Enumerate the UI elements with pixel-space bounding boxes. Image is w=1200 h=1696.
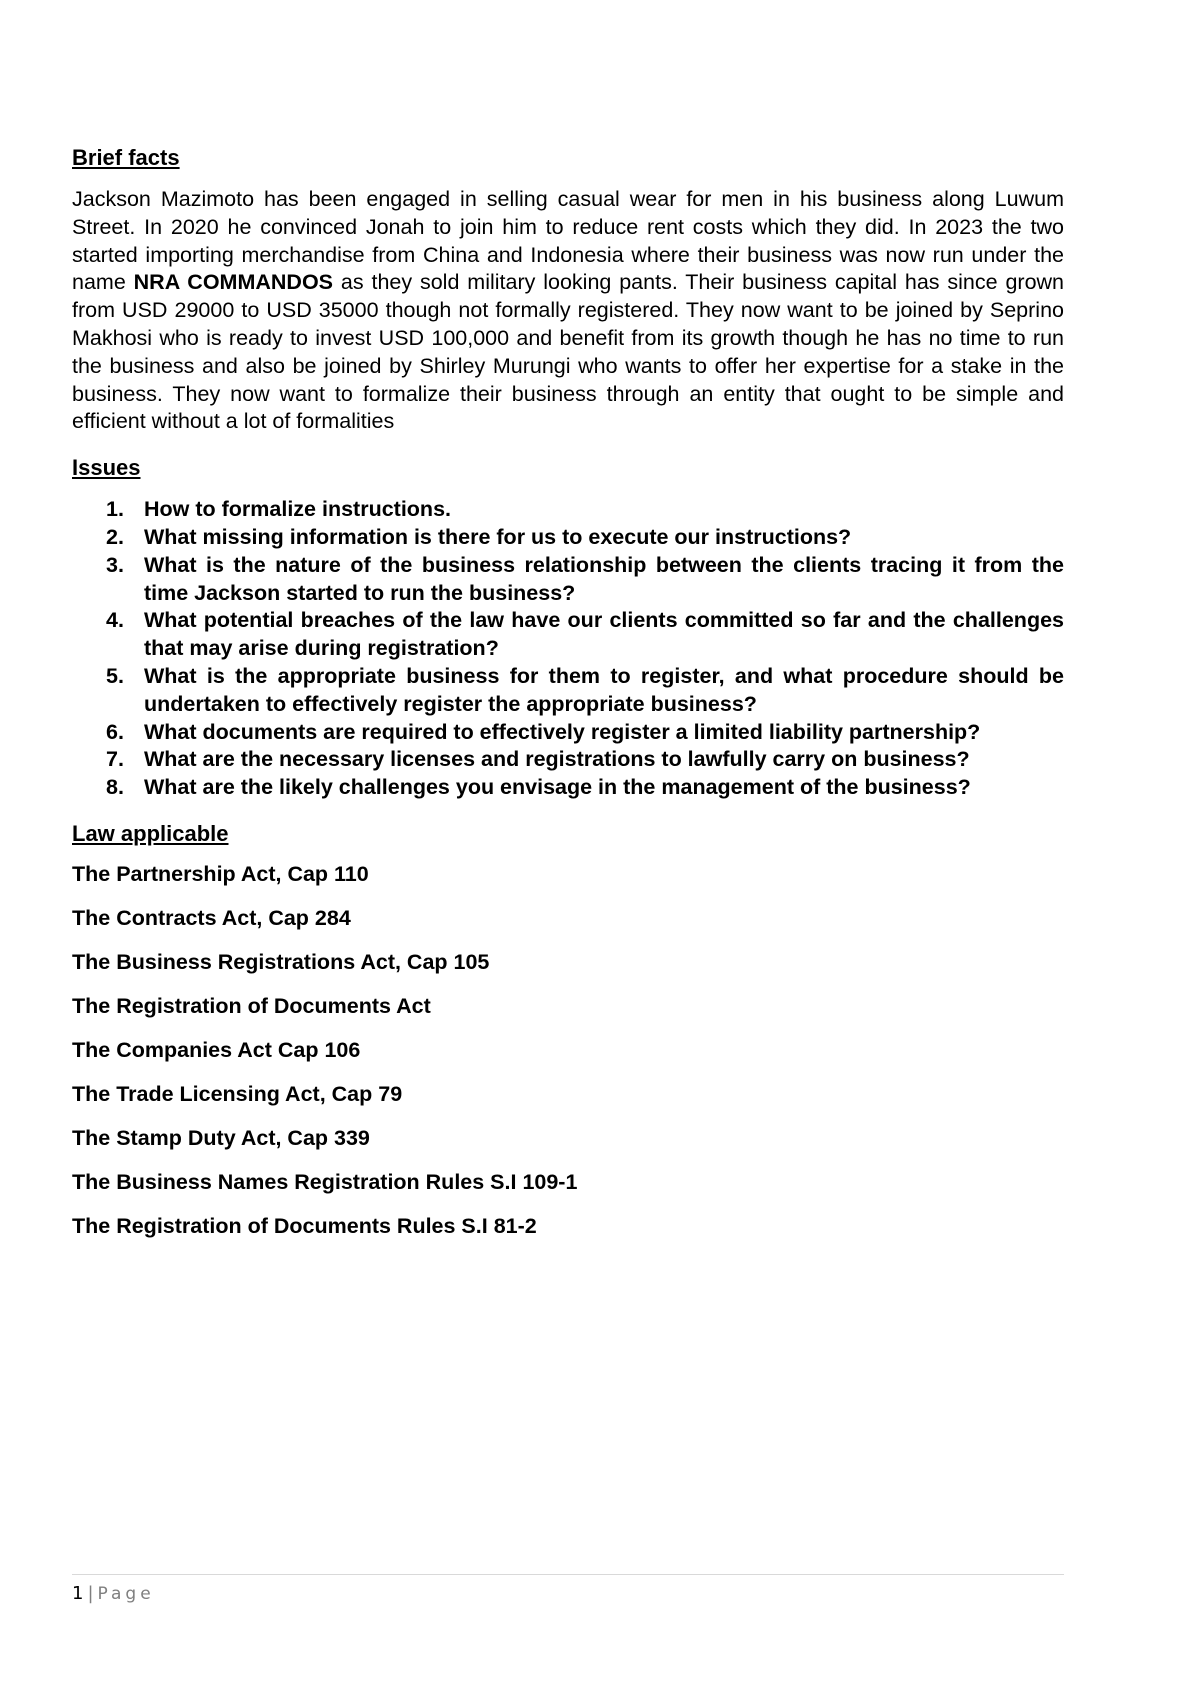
- issues-heading: Issues: [72, 455, 141, 481]
- page-number: 1: [72, 1583, 84, 1604]
- issue-number: 3.: [106, 552, 124, 577]
- issue-item: [72, 524, 1064, 552]
- issue-number: 7.: [106, 747, 124, 772]
- issue-item: [72, 663, 1064, 719]
- issue-text: What potential breaches of the law have our clients committed so far and the challenges that may arise during registration?: [144, 608, 1064, 661]
- issue-number: 5.: [106, 663, 124, 688]
- law-item: The Registration of Documents Rules S.I 81-2: [72, 1213, 537, 1238]
- issue-text: What is the nature of the business relationship between the clients tracing it from the time Jackson started to run the business?: [144, 552, 1064, 605]
- footer-separator: |: [87, 1583, 94, 1604]
- law-item: The Business Registrations Act, Cap 105: [72, 949, 490, 974]
- law-item: The Contracts Act, Cap 284: [72, 905, 351, 930]
- law-item: The Companies Act Cap 106: [72, 1037, 361, 1062]
- issue-text: What are the necessary licenses and registrations to lawfully carry on business?: [144, 747, 970, 772]
- business-name: NRA COMMANDOS: [133, 270, 334, 295]
- issue-item: [72, 719, 1064, 747]
- issue-item: [72, 746, 1064, 774]
- law-item: The Stamp Duty Act, Cap 339: [72, 1125, 370, 1150]
- brief-facts-paragraph: [72, 186, 1064, 436]
- issue-item: [72, 496, 1064, 524]
- law-item: The Trade Licensing Act, Cap 79: [72, 1081, 403, 1106]
- brief-facts-heading: Brief facts: [72, 145, 180, 170]
- issue-text: What documents are required to effectively register a limited liability partnership?: [144, 719, 981, 744]
- issue-number: 2.: [106, 524, 124, 549]
- issue-text: What are the likely challenges you envisage in the management of the business?: [144, 775, 971, 800]
- law-item: The Partnership Act, Cap 110: [72, 861, 369, 886]
- issue-number: 8.: [106, 775, 124, 800]
- issue-text: What missing information is there for us to execute our instructions?: [144, 524, 852, 549]
- issue-number: 1.: [106, 497, 124, 522]
- law-item: The Registration of Documents Act: [72, 993, 431, 1018]
- facts-text-after: as they sold military looking pants. Their business capital has since grown from USD 29000 to USD 35000 though not formally registered. They now want to be joined by Seprino Makhosi who is ready to invest USD 100,000 and benefit from its growth though he has no time to run the business and also be joined by Shirley Murungi who wants to offer her expertise for a stake in the business. They now want to formalize their business through an entity that ought to be simple and efficient without a lot of formalities: [72, 270, 1065, 434]
- issue-number: 4.: [106, 608, 124, 633]
- facts-text-before: Jackson Mazimoto has been engaged in selling casual wear for men in his business along Luwum Street. In 2020 he convinced Jonah to join him to reduce rent costs which they did. In 2023 the two started importing merchandise from China and Indonesia where their business was now run under the name: [72, 187, 1064, 295]
- issue-text: How to formalize instructions.: [144, 497, 451, 522]
- issue-number: 6.: [106, 719, 124, 744]
- page-label: Page: [97, 1584, 155, 1604]
- footer-divider: [72, 1574, 1064, 1575]
- issue-item: [72, 552, 1064, 608]
- issue-text: What is the appropriate business for them to register, and what procedure should be undertaken to effectively register the appropriate business?: [144, 663, 1064, 716]
- document-page: [72, 144, 1064, 1256]
- issues-list: [72, 496, 1064, 802]
- issue-item: [72, 607, 1064, 663]
- law-applicable-heading: Law applicable: [72, 820, 229, 846]
- page-footer: [72, 1582, 155, 1606]
- issue-item: [72, 774, 1064, 802]
- law-item: The Business Names Registration Rules S.I 109-1: [72, 1169, 578, 1194]
- law-list: [72, 860, 1064, 1240]
